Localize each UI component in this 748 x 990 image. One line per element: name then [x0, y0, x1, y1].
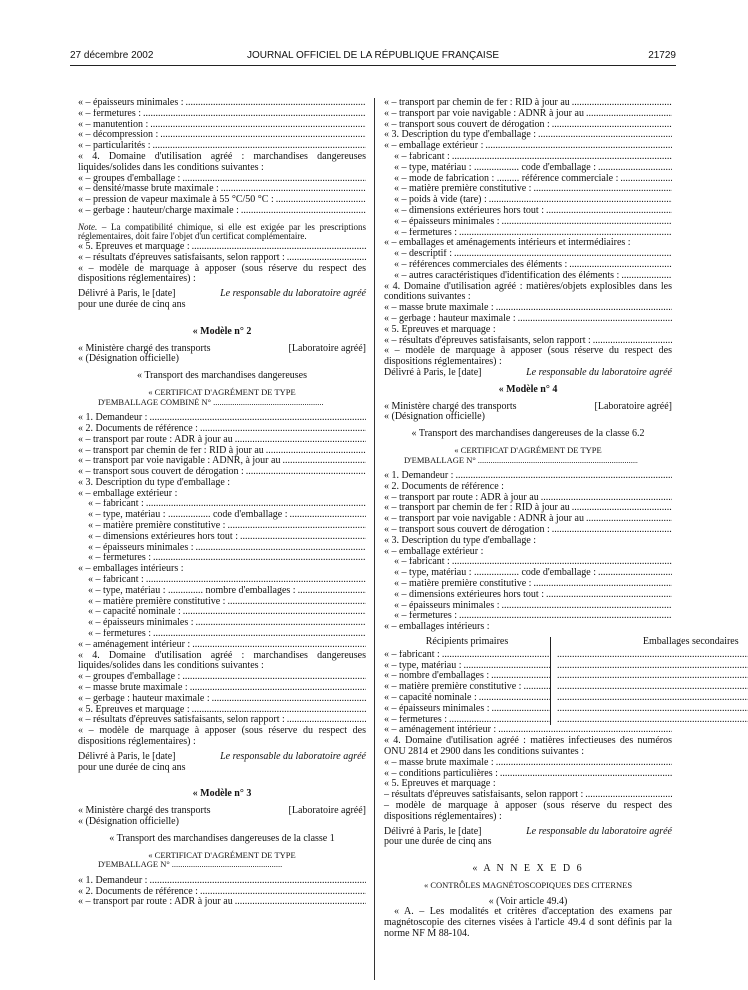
form-line-label: « – transport par voie navigable : ADNR à jour au — [384, 108, 584, 119]
validity: pour une durée de cinq ans — [78, 298, 186, 310]
model-3-domain-4-title: « 4. Domaine d'utilisation agréé : matières/objets explosibles dans les conditions suivantes : — [384, 280, 672, 303]
model-2-transport: « Transport des marchandises dangereuses — [137, 370, 307, 382]
form-line-label: « – mode de fabrication : ......... référence commerciale : — [394, 173, 619, 184]
form-line — [384, 130, 672, 141]
form-line-label: « – transport sous couvert de dérogation : — [78, 467, 244, 478]
left-tests-results: « – résultats d'épreuves satisfaisants, selon rapport : ..... — [78, 253, 366, 264]
form-line — [78, 543, 366, 554]
form-line — [78, 195, 366, 206]
form-line — [78, 174, 366, 185]
model-2-tests-results: « – résultats d'épreuves satisfaisants, selon rapport : ..... — [78, 715, 366, 726]
model-4-title: « Modèle n° 4 — [498, 383, 558, 395]
form-line — [384, 314, 672, 325]
form-line — [384, 601, 672, 612]
form-line-label: « – fabricant : — [88, 575, 144, 586]
model-4-domain-4-items — [384, 758, 672, 780]
form-line — [78, 467, 366, 478]
model-2-validity: pour une durée de cinq ans — [78, 761, 186, 773]
form-line-label: « – masse brute maximale : — [384, 303, 494, 314]
form-line-label: « – type, matériau : .................. code d'emballage : — [394, 162, 597, 173]
left-tests-title: « 5. Épreuves et marquage : ..... — [78, 242, 366, 253]
left-marking-model: « – modèle de marquage à apposer (sous réserve du respect des dispositions réglementaires) : — [78, 262, 366, 285]
model-3-title: « Modèle n° 3 — [192, 788, 252, 800]
form-line — [78, 510, 366, 521]
form-line-label: « 2. Documents de référence : — [78, 423, 198, 434]
model-4-designation: « (Désignation officielle) — [384, 411, 485, 423]
form-line-label: « – matière première constitutive : — [88, 596, 226, 607]
form-line-label: « – groupes d'emballage : — [78, 173, 181, 184]
form-line-label: « – aménagement intérieur : — [78, 639, 191, 650]
form-line — [78, 876, 366, 887]
form-line-label: « – transport par route : ADR à jour au — [78, 434, 233, 445]
form-line-label: « – groupes d'emballage : — [78, 672, 181, 683]
annexe-title: « A N N E X E D 6 — [472, 863, 584, 875]
form-line-label: « – matière première constitutive : — [88, 521, 226, 532]
form-line — [78, 683, 366, 694]
model-2-designation: « (Désignation officielle) — [78, 353, 179, 365]
form-line — [78, 575, 366, 586]
form-line-label: « – fermetures : — [78, 108, 142, 119]
model-3-signature: Délivré à Paris, le [date] Le responsable du laboratoire agréé — [384, 366, 672, 378]
form-line — [384, 260, 672, 271]
form-line — [384, 163, 672, 174]
page-header — [70, 50, 676, 64]
model-2-title: « Modèle n° 2 — [192, 325, 252, 337]
model-3-cert-title: « CERTIFICAT D'AGRÉMENT DE TYPE — [148, 849, 296, 860]
form-line — [384, 611, 672, 622]
form-line-label: « – transport sous couvert de dérogation : — [384, 119, 550, 130]
form-line — [384, 557, 672, 568]
form-line-label: « 1. Demandeur : — [384, 471, 454, 482]
form-line-label: « – manutention : — [78, 119, 149, 130]
form-line-label: « – dimensions extérieures hors tout : — [394, 589, 544, 600]
table-row-blank — [557, 650, 748, 661]
form-line — [384, 206, 672, 217]
form-line-label: « – emballage extérieur : — [78, 488, 178, 499]
form-line — [78, 694, 366, 705]
form-line — [384, 579, 672, 590]
form-line-label: « – dimensions extérieures hors tout : — [394, 205, 544, 216]
form-line-label: « – épaisseurs minimales : — [78, 98, 184, 108]
form-line — [384, 249, 672, 260]
form-line-label: « – transport par voie navigable : ADNR à jour au — [384, 514, 584, 525]
form-line-label: « 2. Documents de référence : — [78, 886, 198, 897]
model-4-internal-fitting: « – aménagement intérieur : ..... — [384, 725, 672, 736]
form-line — [384, 120, 672, 131]
form-line — [384, 503, 672, 514]
table-row-label: « – type, matériau : ..... — [384, 661, 550, 672]
form-line — [384, 525, 672, 536]
form-line-label: « – particularités : — [78, 141, 151, 152]
model-4-ministry-row: « Ministère chargé des transports [Laboratoire agréé] — [384, 400, 672, 412]
form-line — [384, 471, 672, 482]
left-top-items — [78, 98, 366, 152]
form-line-label: « – capacité nominale : — [88, 607, 181, 618]
model-4-cert-title: « CERTIFICAT D'AGRÉMENT DE TYPE — [454, 444, 602, 455]
form-line-label: « – transport par route : ADR à jour au — [384, 492, 539, 503]
form-line-label: « – type, matériau : .................. code d'emballage : — [394, 568, 597, 579]
model-4-tests-title: « 5. Épreuves et marquage : — [384, 779, 496, 790]
table-row-label: « – épaisseurs minimales : ..... — [384, 704, 550, 715]
form-line-label: « – gerbage : hauteur maximale : — [78, 693, 210, 704]
form-line-label: « – fermetures : — [88, 553, 152, 564]
note — [78, 223, 366, 242]
form-line-label: « – transport par chemin de fer : RID à jour au — [384, 503, 570, 514]
left-column — [78, 98, 366, 908]
form-line-label: « 2. Documents de référence : — [384, 481, 504, 492]
form-line — [384, 622, 672, 633]
header-date: 27 décembre 2002 — [70, 50, 154, 61]
form-line-label: « – matière première constitutive : — [394, 184, 532, 195]
form-line-label: « – masse brute maximale : — [78, 683, 188, 694]
annexe-paragraph: « A. – Les modalités et critères d'acceptation des examens par magnétoscopie des citernes visées à l'article 49.4 d sont définis par la norme NF M 88-104. — [384, 906, 672, 939]
form-line-label: « – transport par route : ADR à jour au — [78, 897, 233, 908]
header-rule — [70, 65, 676, 66]
table-row-blank — [557, 671, 748, 682]
model-4-transport: « Transport des marchandises dangereuses de la classe 6.2 — [411, 428, 645, 440]
form-line — [384, 536, 672, 547]
form-line-label: « – transport sous couvert de dérogation : — [384, 525, 550, 536]
form-line — [78, 478, 366, 489]
form-line-label: « – densité/masse brute maximale : — [78, 184, 219, 195]
table-row-blank — [557, 682, 748, 693]
form-line — [384, 141, 672, 152]
form-line-label: « – autres caractéristiques d'identification des éléments : — [394, 270, 620, 281]
right-column — [384, 98, 739, 940]
form-line-label: « – poids à vide (tare) : — [394, 195, 487, 206]
model-4-domain-4-title: « 4. Domaine d'utilisation agréé : matières infectieuses des numéros ONU 2814 et 2900 dans les conditions suivantes : — [384, 735, 672, 758]
form-line — [384, 493, 672, 504]
model-4-validity: pour une durée de cinq ans — [384, 836, 492, 848]
form-line-label: « 3. Description du type d'emballage : — [384, 535, 537, 546]
form-line-label: « – transport par chemin de fer : RID à jour au — [384, 98, 570, 108]
form-line-label: « – transport par voie navigable : ADNR, à jour au — [78, 456, 281, 467]
form-line-label: « – fermetures : — [394, 227, 458, 238]
form-line — [78, 489, 366, 500]
form-line — [78, 130, 366, 141]
form-line — [384, 217, 672, 228]
form-line — [384, 758, 672, 769]
form-line — [78, 887, 366, 898]
form-line — [78, 446, 366, 457]
form-line-label: « – épaisseurs minimales : — [88, 618, 194, 629]
table-row-label: « – fermetures : ..... — [384, 715, 550, 726]
form-line — [384, 238, 672, 249]
form-line-label: « – emballages et aménagements intérieurs et intermédiaires : — [384, 238, 631, 249]
form-line-label: « – conditions particulières : — [384, 768, 498, 779]
form-line-label: « – épaisseurs minimales : — [394, 600, 500, 611]
model-3-items — [78, 876, 366, 908]
form-line-label: « – type, matériau : .............. nombre d'emballages : — [88, 585, 296, 596]
form-line — [384, 98, 672, 109]
issued-at: Délivré à Paris, le [date] — [78, 288, 176, 300]
form-line — [78, 456, 366, 467]
model-2-cert-number: D'EMBALLAGE COMBINÉ N° ..... — [78, 398, 366, 408]
form-line — [78, 120, 366, 131]
table-row-blank — [557, 661, 748, 672]
form-line — [384, 184, 672, 195]
left-domain-4-items — [78, 174, 366, 217]
form-line — [78, 109, 366, 120]
form-line-label: « 3. Description du type d'emballage : — [78, 477, 231, 488]
model-2-cert-title: « CERTIFICAT D'AGRÉMENT DE TYPE — [148, 386, 296, 397]
model-2-marking-model: « – modèle de marquage à apposer (sous réserve du respect des dispositions réglementaires) : — [78, 725, 366, 748]
form-line — [78, 435, 366, 446]
form-line — [78, 607, 366, 618]
form-line — [78, 586, 366, 597]
note-text: – La compatibilité chimique, si elle est exigée par les prescriptions réglementaires, doit faire l'objet d'un certificat complémentaire. — [78, 221, 366, 242]
secondary-packagings-header: Emballages secondaires — [642, 636, 739, 648]
model-3-transport: « Transport des marchandises dangereuses de la classe 1 — [109, 832, 335, 844]
header-page-number: 21729 — [648, 50, 676, 61]
form-line — [78, 499, 366, 510]
form-line — [384, 590, 672, 601]
form-line-label: « – épaisseurs minimales : — [88, 542, 194, 553]
form-line — [78, 413, 366, 424]
form-line — [384, 228, 672, 239]
form-line-label: « – fabricant : — [394, 151, 450, 162]
model-4-cert-number: D'EMBALLAGE N° ..... — [384, 456, 672, 466]
form-line-label: « 1. Demandeur : — [78, 413, 148, 424]
table-row-blank — [557, 715, 748, 726]
form-line-label: « – emballage extérieur : — [384, 546, 484, 557]
form-line — [384, 514, 672, 525]
form-line — [78, 618, 366, 629]
table-row-label: « – nombre d'emballages : ..... — [384, 671, 550, 682]
form-line-label: « – références commerciales des éléments : — [394, 259, 568, 270]
form-line — [78, 629, 366, 640]
form-line — [384, 303, 672, 314]
form-line-label: « – descriptif : — [394, 249, 453, 260]
form-line — [384, 769, 672, 780]
model-3-domain-4-items — [384, 303, 672, 325]
form-line — [384, 482, 672, 493]
form-line-label: « – transport par chemin de fer : RID à jour au — [78, 445, 264, 456]
form-line-label: « – emballage extérieur : — [384, 141, 484, 152]
model-3-ministry-row: « Ministère chargé des transports [Laboratoire agréé] — [78, 805, 366, 817]
model-4-signature: Délivré à Paris, le [date] Le responsable du laboratoire agréé — [384, 825, 672, 837]
lab-responsible: Le responsable du laboratoire agréé — [220, 288, 366, 300]
model-2-signature: Délivré à Paris, le [date] Le responsable du laboratoire agréé — [78, 750, 366, 762]
form-line — [384, 271, 672, 282]
model-2-domain-4-title: « 4. Domaine d'utilisation agréé : marchandises dangereuses liquides/solides dans les conditions suivantes : — [78, 649, 366, 672]
model-3-continued-items — [384, 98, 672, 282]
table-row-blank — [557, 704, 748, 715]
form-line — [384, 195, 672, 206]
inner-packaging-table — [384, 636, 739, 725]
model-2-tests-title: « 5. Épreuves et marquage : ..... — [78, 705, 366, 716]
form-line-label: « 1. Demandeur : — [78, 875, 148, 886]
form-line — [78, 206, 366, 217]
form-line-label: « – dimensions extérieures hors tout : — [88, 531, 238, 542]
column-divider — [374, 98, 375, 980]
primary-receptacles-column — [384, 637, 551, 725]
model-4-tests-results: – résultats d'épreuves satisfaisants, selon rapport : ..... — [384, 790, 672, 801]
model-3-cert-number: D'EMBALLAGE N° ..... — [78, 860, 366, 870]
form-line-label: « 3. Description du type d'emballage : — [384, 130, 537, 141]
form-line-label: « – fabricant : — [394, 557, 450, 568]
left-domain-4-title: « 4. Domaine d'utilisation agréé : marchandises dangereuses liquides/solides dans les conditions suivantes : — [78, 150, 366, 173]
form-line-label: « – emballages intérieurs : — [78, 564, 184, 575]
form-line-label: « – épaisseurs minimales : — [394, 216, 500, 227]
form-line — [384, 174, 672, 185]
form-line — [384, 568, 672, 579]
model-2-domain-4-items — [78, 672, 366, 704]
annexe-reference: « (Voir article 49.4) — [488, 895, 568, 907]
table-row-label: « – capacité nominale : ..... — [384, 693, 550, 704]
form-line-label: « – matière première constitutive : — [394, 579, 532, 590]
model-4-marking-model: – modèle de marquage à apposer (sous réserve du respect des dispositions réglementaires) : — [384, 800, 672, 822]
form-line — [78, 98, 366, 109]
form-line-label: « – fabricant : — [88, 499, 144, 510]
form-line — [384, 109, 672, 120]
form-line — [78, 564, 366, 575]
form-line-label: « – masse brute maximale : — [384, 757, 494, 768]
model-4-items — [384, 471, 672, 633]
note-label: Note. — [78, 221, 98, 232]
form-line — [78, 532, 366, 543]
form-line — [78, 897, 366, 908]
form-line — [78, 424, 366, 435]
form-line-label: « – gerbage : hauteur/charge maximale : — [78, 205, 239, 216]
form-line-label: « – emballages intérieurs : — [384, 622, 490, 633]
model-3-tests-title: « 5. Épreuves et marquage : — [384, 324, 496, 335]
form-line-label: « – fermetures : — [394, 611, 458, 622]
form-line-label: « – décompression : — [78, 130, 159, 141]
table-row-label: « – fabricant : ..... — [384, 650, 550, 661]
header-title: JOURNAL OFFICIEL DE LA RÉPUBLIQUE FRANÇAISE — [246, 50, 500, 61]
form-line — [78, 184, 366, 195]
form-line-label: « – pression de vapeur maximale à 55 °C/50 °C : — [78, 195, 274, 206]
model-3-designation: « (Désignation officielle) — [78, 816, 179, 827]
form-line — [78, 553, 366, 564]
primary-receptacles-header: Récipients primaires — [425, 636, 509, 648]
form-line — [78, 672, 366, 683]
form-line-label: « – fermetures : — [88, 629, 152, 640]
table-row-label: « – matière première constitutive : ..... — [384, 682, 550, 693]
form-line-label: « – gerbage : hauteur maximale : — [384, 313, 516, 324]
model-3-marking-model: « – modèle de marquage à apposer (sous réserve du respect des dispositions réglementaires) : — [384, 345, 672, 368]
table-row-blank — [557, 693, 748, 704]
form-line-label: « – type, matériau : ................. code d'emballage : — [88, 510, 288, 521]
form-line — [384, 547, 672, 558]
form-line — [384, 152, 672, 163]
secondary-packagings-column — [551, 637, 748, 725]
model-2-ministry-row: « Ministère chargé des transports [Laboratoire agréé] — [78, 342, 366, 354]
annexe-subtitle: « CONTRÔLES MAGNÉTOSCOPIQUES DES CITERNES — [423, 879, 633, 890]
model-2-items — [78, 413, 366, 651]
model-3-tests-results: « – résultats d'épreuves satisfaisants, selon rapport : ..... — [384, 336, 672, 347]
form-line — [78, 597, 366, 608]
form-line — [78, 521, 366, 532]
